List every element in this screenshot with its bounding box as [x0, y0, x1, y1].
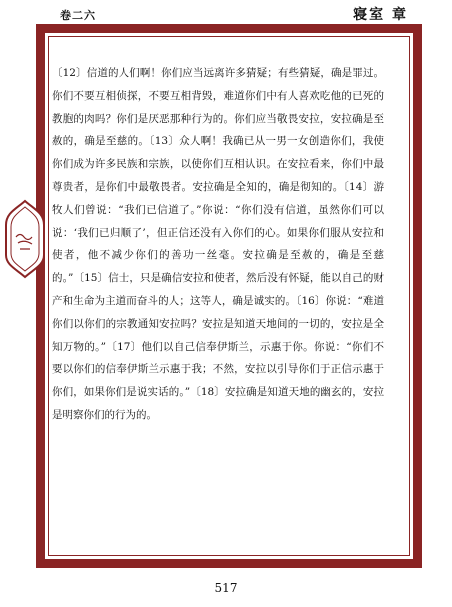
page-header: [0, 0, 452, 26]
juz-marker-medallion-icon: [4, 199, 46, 279]
verses-paragraph: 〔12〕信道的人们啊！你们应当远离许多猜疑；有些猜疑，确是罪过。你们不要互相侦探，不要互相背毁，难道你们中有人喜欢吃他的已死的教胞的肉吗？你们是厌恶那种行为的。你们应当敬畏安拉，安拉确是至赦的，确是至慈的。〔13〕众人啊！我确已从一男一女创造你们，我使你们成为许多民族和宗族，以使你们互相认识。在安拉看来，你们中最尊贵者，是你们中最敬畏者。安拉确是全知的，确是彻知的。〔14〕游牧人们曾说：“我们已信道了。”你说：“你们没有信道，虽然你们可以说：‘我们已归顺了’，但正信还没有入你们的心。如果你们服从安拉和使者，他不减少你们的善功一丝毫。安拉确是至赦的，确是至慈的。”〔15〕信士，只是确信安拉和使者，然后没有怀疑，能以自己的财产和生命为主道而奋斗的人；这等人，确是诚实的。〔16〕你说：“难道你们以你们的宗教通知安拉吗？安拉是知道天地间的一切的，安拉是全知万物的。”〔17〕他们以自己信奉伊斯兰，示惠于你。你说：“你们不要以你们的信奉伊斯兰示惠于我；不然，安拉以引导你们于正信示惠于你们，如果你们是说实话的。”〔18〕安拉确是知道天地的幽玄的，安拉是明察你们的行为的。: [52, 67, 384, 421]
scripture-text: [52, 62, 384, 427]
chapter-title: 寝室 章: [353, 7, 408, 23]
page-number: 517: [214, 581, 238, 595]
volume-label: 卷二六: [60, 9, 96, 22]
